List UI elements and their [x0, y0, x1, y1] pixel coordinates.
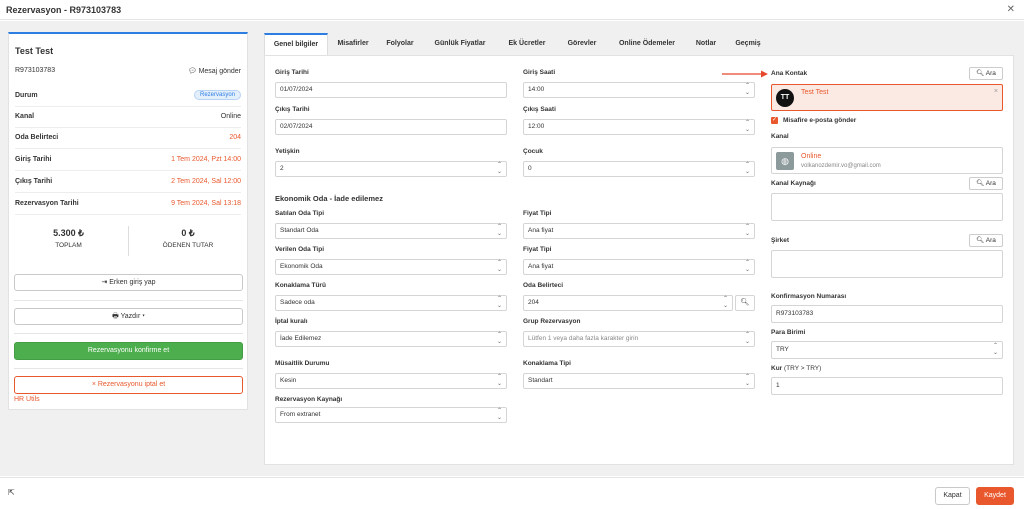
search-label: Ara — [985, 237, 996, 244]
status-badge: Rezervasyon — [194, 90, 241, 100]
checkout-time-label: Çıkış Saati — [523, 106, 556, 113]
chevron-updown-icon: ⌃ ⌄ — [993, 343, 999, 356]
tab-daily-prices[interactable]: Günlük Fiyatlar — [434, 40, 486, 47]
company-search-button[interactable] — [969, 234, 1003, 247]
room-id-value: 204 — [528, 299, 539, 306]
group-select[interactable] — [523, 331, 755, 347]
given-room-label: Verilen Oda Tipi — [275, 246, 325, 253]
checkout-time-value: 12:00 — [528, 123, 545, 130]
row-label: Durum — [15, 92, 38, 99]
sold-room-label: Satılan Oda Tipi — [275, 210, 325, 217]
remove-contact-icon[interactable]: × — [993, 88, 998, 95]
divider — [14, 333, 243, 334]
board-value: Sadece oda — [280, 299, 315, 306]
confirmation-number-label: Konfirmasyon Numarası — [771, 293, 847, 300]
cancel-rule-select[interactable] — [275, 331, 507, 347]
row-label: Çıkış Tarihi — [15, 178, 53, 185]
currency-label: Para Birimi — [771, 329, 806, 336]
chat-icon: 💬︎ — [187, 68, 197, 75]
adult-label: Yetişkin — [275, 148, 300, 155]
price-type2-value: Ana fiyat — [528, 263, 554, 270]
send-message-link[interactable] — [188, 67, 241, 75]
divider — [14, 368, 243, 369]
availability-value: Kesin — [280, 377, 297, 384]
divider — [14, 300, 243, 301]
channel-email: volkanozdemir.vo@gmail.com — [801, 163, 881, 169]
footer-bar — [0, 477, 1024, 509]
globe-icon: ◍ — [776, 152, 794, 170]
given-room-select[interactable] — [275, 259, 507, 275]
save-button[interactable]: Kaydet — [976, 487, 1014, 505]
contact-search-button[interactable] — [969, 67, 1003, 80]
send-email-checkbox[interactable]: ✓ — [771, 117, 778, 123]
tab-general[interactable]: Genel bilgiler — [264, 33, 328, 55]
title-bar — [0, 0, 1024, 20]
reservation-id: R973103783 — [15, 67, 56, 74]
search-icon: 🔍︎ — [740, 299, 750, 306]
chevron-updown-icon: ⌃ ⌄ — [745, 374, 751, 387]
search-label: Ara — [985, 70, 996, 77]
company-label: Şirket — [771, 237, 790, 244]
row-value: 1 Tem 2024, Pzt 14:00 — [171, 156, 241, 163]
child-label: Çocuk — [523, 148, 543, 155]
chevron-updown-icon: ⌃ ⌄ — [497, 408, 503, 421]
tab-tasks[interactable]: Görevler — [567, 40, 597, 47]
chevron-updown-icon: ⌃ ⌄ — [497, 296, 503, 309]
sign-in-icon: ⇥ — [101, 279, 108, 286]
board-select[interactable] — [275, 295, 507, 311]
tab-online-payments[interactable]: Online Ödemeler — [618, 40, 676, 47]
window-title: Rezervasyon - R973103783 — [6, 5, 122, 15]
row-value: 204 — [229, 134, 241, 141]
chevron-updown-icon: ⌃ ⌄ — [497, 332, 503, 345]
row-label: Giriş Tarihi — [15, 156, 52, 163]
tab-notes[interactable]: Notlar — [695, 40, 717, 47]
cancel-rule-label: İptal kuralı — [275, 318, 308, 325]
early-checkin-button[interactable] — [14, 274, 243, 291]
row-value: 2 Tem 2024, Sal 12:00 — [171, 178, 241, 185]
channel-source-search-button[interactable] — [969, 177, 1003, 190]
paid-block — [129, 228, 247, 249]
checkout-date-label: Çıkış Tarihi — [275, 106, 310, 113]
search-icon: 🔍︎ — [976, 180, 985, 187]
sold-room-select[interactable] — [275, 223, 507, 239]
room-id-select[interactable] — [523, 295, 733, 311]
close-icon[interactable]: ✕ — [1006, 4, 1015, 15]
send-message-label: Mesaj gönder — [198, 68, 241, 75]
chevron-updown-icon: ⌃ ⌄ — [745, 162, 751, 175]
external-link-icon[interactable]: ⇱ — [8, 488, 15, 497]
rate-hint: (TRY > TRY) — [784, 365, 822, 372]
search-label: Ara — [985, 180, 996, 187]
total-label: TOPLAM — [55, 242, 82, 249]
chevron-updown-icon: ⌃ ⌄ — [497, 260, 503, 273]
chevron-updown-icon: ⌃ ⌄ — [723, 296, 729, 309]
stay-type-value: Standart — [528, 377, 553, 384]
price-type2-label: Fiyat Tipi — [523, 246, 552, 253]
source-select[interactable] — [275, 407, 507, 423]
avatar: TT — [776, 89, 794, 107]
group-placeholder: Lütfen 1 veya daha fazla karakter girin — [528, 335, 639, 342]
channel-card[interactable] — [771, 147, 1003, 174]
row-label: Rezervasyon Tarihi — [15, 200, 79, 207]
room-id-row — [15, 128, 241, 149]
paid-amount: 0 ₺ — [181, 228, 195, 238]
adult-value: 2 — [280, 165, 284, 172]
chevron-updown-icon: ⌃ ⌄ — [745, 224, 751, 237]
general-info-panel — [264, 55, 1014, 465]
checkout-date-input[interactable]: 02/07/2024 — [275, 119, 507, 135]
chevron-updown-icon: ⌃ ⌄ — [497, 374, 503, 387]
tab-extra-fees[interactable]: Ek Ücretler — [508, 40, 546, 47]
price-type2-select[interactable] — [523, 259, 755, 275]
channel-label: Kanal — [771, 133, 789, 140]
adult-select[interactable] — [275, 161, 507, 177]
main-contact-label: Ana Kontak — [771, 70, 808, 77]
cancel-reservation-button[interactable]: × Rezervasyonu iptal et — [14, 376, 243, 394]
status-row — [15, 86, 241, 107]
company-field[interactable] — [771, 250, 1003, 278]
checkin-time-value: 14:00 — [528, 86, 545, 93]
total-block — [9, 228, 128, 249]
channel-source-label: Kanal Kaynağı — [771, 180, 816, 187]
availability-label: Müsaitlik Durumu — [275, 360, 330, 367]
stay-type-select[interactable] — [523, 373, 755, 389]
arrow-right-icon — [721, 69, 769, 79]
print-button[interactable] — [14, 308, 243, 325]
send-email-label: Misafire e-posta gönder — [783, 117, 857, 124]
close-button[interactable]: Kapat — [935, 487, 970, 505]
currency-select[interactable] — [771, 341, 1003, 359]
child-value: 0 — [528, 165, 532, 172]
chevron-updown-icon: ⌃ ⌄ — [745, 83, 751, 96]
printer-icon: 🖶︎ — [112, 313, 119, 320]
stay-type-label: Konaklama Tipi — [523, 360, 571, 367]
reservation-date-row — [15, 194, 241, 215]
availability-select[interactable] — [275, 373, 507, 389]
rate-input[interactable]: 1 — [771, 377, 1003, 395]
group-label: Grup Rezervasyon — [523, 318, 581, 325]
price-type-label: Fiyat Tipi — [523, 210, 552, 217]
chevron-updown-icon: ⌃ ⌄ — [745, 332, 751, 345]
main-contact-card[interactable] — [771, 84, 1003, 111]
search-icon: 🔍︎ — [976, 70, 985, 77]
checkout-row — [15, 172, 241, 193]
chevron-updown-icon: ⌃ ⌄ — [497, 162, 503, 175]
reservation-summary-panel — [8, 32, 248, 410]
channel-name: Online — [801, 153, 822, 160]
child-select[interactable] — [523, 161, 755, 177]
row-value: Online — [220, 113, 241, 120]
checkin-time-select[interactable] — [523, 82, 755, 98]
rate-label-text: Kur — [771, 365, 783, 372]
board-label: Konaklama Türü — [275, 282, 326, 289]
confirm-reservation-button[interactable]: Rezervasyonu konfirme et — [14, 342, 243, 360]
rate-label — [771, 365, 821, 372]
room-search-button[interactable] — [735, 295, 755, 311]
checkout-time-select[interactable] — [523, 119, 755, 135]
room-section-title: Ekonomik Oda - İade edilemez — [275, 194, 383, 203]
sold-room-value: Standart Oda — [280, 227, 319, 234]
checkin-date-label: Giriş Tarihi — [275, 69, 309, 76]
checkin-time-label: Giriş Saati — [523, 69, 556, 76]
room-id-label: Oda Belirteci — [523, 282, 564, 289]
caret-down-icon: ▾ — [142, 313, 145, 320]
price-type-select[interactable] — [523, 223, 755, 239]
checkin-date-input[interactable]: 01/07/2024 — [275, 82, 507, 98]
channel-source-field[interactable] — [771, 193, 1003, 221]
given-room-value: Ekonomik Oda — [280, 263, 323, 270]
source-label: Rezervasyon Kaynağı — [275, 396, 343, 403]
search-icon: 🔍︎ — [976, 237, 985, 244]
guest-name: Test Test — [15, 46, 54, 56]
tab-guests[interactable]: Misafirler — [337, 40, 369, 47]
channel-row — [15, 107, 241, 128]
tab-history[interactable]: Geçmiş — [735, 40, 761, 47]
currency-value: TRY — [776, 346, 789, 353]
chevron-updown-icon: ⌃ ⌄ — [745, 260, 751, 273]
print-label: Yazdır — [120, 313, 141, 320]
paid-label: ÖDENEN TUTAR — [162, 242, 214, 249]
early-checkin-label: Erken giriş yap — [109, 279, 156, 286]
checkin-row — [15, 150, 241, 171]
row-value: 9 Tem 2024, Sal 13:18 — [171, 200, 241, 207]
chevron-updown-icon: ⌃ ⌄ — [745, 120, 751, 133]
total-amount: 5.300 ₺ — [53, 228, 84, 238]
chevron-updown-icon: ⌃ ⌄ — [497, 224, 503, 237]
tab-folios[interactable]: Folyolar — [386, 40, 414, 47]
confirmation-number-input[interactable]: R973103783 — [771, 305, 1003, 323]
hr-utils-link[interactable]: HR Utils — [14, 396, 40, 403]
cancel-rule-value: İade Edilemez — [280, 335, 322, 342]
row-label: Kanal — [15, 113, 35, 120]
source-value: From extranet — [280, 411, 321, 418]
row-label: Oda Belirteci — [15, 134, 59, 141]
contact-name: Test Test — [801, 89, 829, 96]
price-type-value: Ana fiyat — [528, 227, 554, 234]
